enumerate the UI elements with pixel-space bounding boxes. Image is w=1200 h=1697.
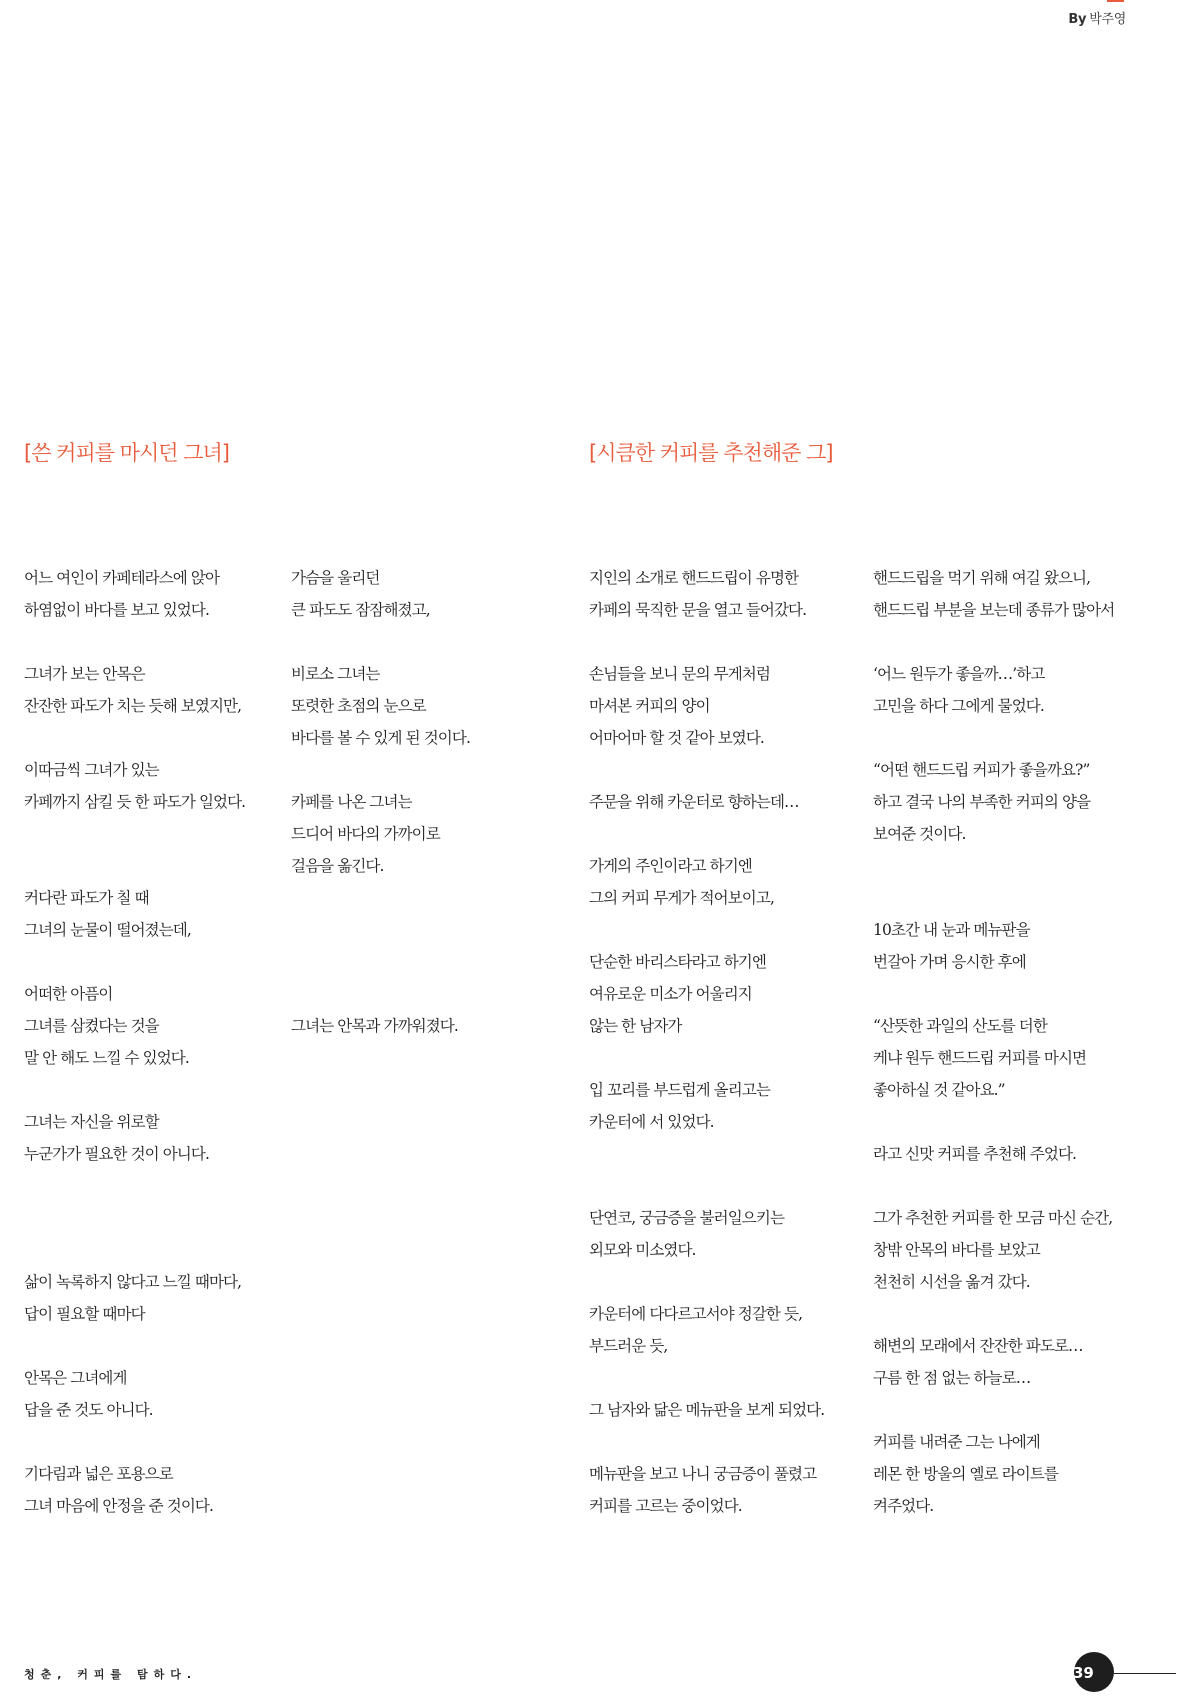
text-line bbox=[291, 946, 561, 978]
text-line: 좋아하실 것 같아요.” bbox=[873, 1081, 1005, 1099]
text-line: 그녀 마음에 안정을 준 것이다. bbox=[24, 1497, 214, 1515]
text-line: 하염없이 바다를 보고 있었다. bbox=[24, 601, 209, 619]
text-line bbox=[24, 1234, 294, 1266]
text-line: 말 안 해도 느낄 수 있었다. bbox=[24, 1049, 189, 1067]
text-line: 않는 한 남자가 bbox=[589, 1017, 682, 1035]
text-line: 어느 여인이 카페테라스에 앉아 bbox=[24, 569, 220, 587]
paragraph bbox=[873, 658, 1143, 722]
text-line: 핸드드립 부분을 보는데 종류가 많아서 bbox=[873, 601, 1115, 619]
text-line bbox=[589, 1170, 859, 1202]
text-line: 그녀의 눈물이 떨어졌는데, bbox=[24, 921, 191, 939]
text-line: 해변의 모래에서 잔잔한 파도로… bbox=[873, 1337, 1083, 1355]
text-line: 단순한 바리스타라고 하기엔 bbox=[589, 953, 766, 971]
text-line: 메뉴판을 보고 나니 궁금증이 풀렸고 bbox=[589, 1465, 817, 1483]
paragraph bbox=[589, 1170, 859, 1266]
text-line: “산뜻한 과일의 산도를 더한 bbox=[873, 1017, 1047, 1035]
paragraph bbox=[589, 786, 859, 818]
paragraph bbox=[291, 786, 561, 882]
text-line: 누군가가 필요한 것이 아니다. bbox=[24, 1145, 209, 1163]
paragraph bbox=[589, 658, 859, 754]
text-line: ‘어느 원두가 좋을까…’하고 bbox=[873, 665, 1045, 683]
text-line: 어떠한 아픔이 bbox=[24, 985, 113, 1003]
text-line: 입 꼬리를 부드럽게 올리고는 bbox=[589, 1081, 770, 1099]
text-line: 손님들을 보니 문의 무게처럼 bbox=[589, 665, 770, 683]
paragraph bbox=[873, 1426, 1143, 1522]
text-line: 카운터에 다다르고서야 정갈한 듯, bbox=[589, 1305, 803, 1323]
text-line: 여유로운 미소가 어울리지 bbox=[589, 985, 752, 1003]
byline bbox=[1068, 8, 1126, 27]
paragraph bbox=[873, 1010, 1143, 1106]
text-line: 번갈아 가며 응시한 후에 bbox=[873, 953, 1026, 971]
text-line: 그녀를 삼켰다는 것을 bbox=[24, 1017, 159, 1035]
text-line: 삶이 녹록하지 않다고 느낄 때마다, bbox=[24, 1273, 242, 1291]
text-line bbox=[291, 978, 561, 1010]
text-line: 카페를 나온 그녀는 bbox=[291, 793, 412, 811]
paragraph bbox=[873, 1138, 1143, 1170]
text-line: 지인의 소개로 핸드드립이 유명한 bbox=[589, 569, 799, 587]
text-line: 이따금씩 그녀가 있는 bbox=[24, 761, 159, 779]
text-line: 창밖 안목의 바다를 보았고 bbox=[873, 1241, 1040, 1259]
text-line bbox=[24, 1202, 294, 1234]
byline-by: By bbox=[1068, 12, 1087, 27]
text-line: 천천히 시선을 옮겨 갔다. bbox=[873, 1273, 1030, 1291]
text-line: 잔잔한 파도가 치는 듯해 보였지만, bbox=[24, 697, 242, 715]
paragraph bbox=[24, 754, 294, 818]
text-line: 레몬 한 방울의 옐로 라이트를 bbox=[873, 1465, 1058, 1483]
text-line: 그가 추천한 커피를 한 모금 마신 순간, bbox=[873, 1209, 1113, 1227]
paragraph bbox=[589, 850, 859, 914]
text-line: “어떤 핸드드립 커피가 좋을까요?” bbox=[873, 761, 1090, 779]
byline-accent-mark bbox=[1107, 0, 1124, 2]
text-line: 외모와 미소였다. bbox=[589, 1241, 696, 1259]
text-line: 고민을 하다 그에게 물었다. bbox=[873, 697, 1044, 715]
paragraph bbox=[873, 562, 1143, 626]
text-line: 가슴을 울리던 bbox=[291, 569, 380, 587]
text-line bbox=[24, 850, 294, 882]
text-line: 걸음을 옮긴다. bbox=[291, 857, 384, 875]
text-line: 켜주었다. bbox=[873, 1497, 934, 1515]
text-line: 보여준 것이다. bbox=[873, 825, 966, 843]
text-line bbox=[873, 882, 1143, 914]
text-line: 드디어 바다의 가까이로 bbox=[291, 825, 440, 843]
text-line bbox=[291, 914, 561, 946]
paragraph bbox=[24, 1202, 294, 1330]
magazine-title: 청춘, 커피를 탐하다. bbox=[24, 1668, 198, 1681]
text-line: 10초간 내 눈과 메뉴판을 bbox=[873, 921, 1030, 939]
section-heading-sour-coffee: [시큼한 커피를 추천해준 그] bbox=[589, 441, 833, 465]
text-line: 또렷한 초점의 눈으로 bbox=[291, 697, 426, 715]
section-heading-bitter-coffee: [쓴 커피를 마시던 그녀] bbox=[24, 441, 229, 465]
text-line: 비로소 그녀는 bbox=[291, 665, 380, 683]
text-line: 부드러운 듯, bbox=[589, 1337, 668, 1355]
paragraph bbox=[24, 978, 294, 1074]
text-line: 커피를 고르는 중이었다. bbox=[589, 1497, 742, 1515]
paragraph bbox=[24, 1458, 294, 1522]
paragraph bbox=[873, 1330, 1143, 1394]
text-line: 구름 한 점 없는 하늘로… bbox=[873, 1369, 1031, 1387]
text-line: 가게의 주인이라고 하기엔 bbox=[589, 857, 752, 875]
text-line: 라고 신맛 커피를 추천해 주었다. bbox=[873, 1145, 1077, 1163]
text-line: 큰 파도도 잠잠해졌고, bbox=[291, 601, 430, 619]
text-line: 마셔본 커피의 양이 bbox=[589, 697, 710, 715]
text-line: 답을 준 것도 아니다. bbox=[24, 1401, 153, 1419]
text-line: 그 남자와 닮은 메뉴판을 보게 되었다. bbox=[589, 1401, 825, 1419]
text-line: 카페의 묵직한 문을 열고 들어갔다. bbox=[589, 601, 807, 619]
text-line: 그녀는 안목과 가까워졌다. bbox=[291, 1017, 458, 1035]
paragraph bbox=[24, 850, 294, 946]
column bbox=[291, 562, 561, 1074]
text-line: 하고 결국 나의 부족한 커피의 양을 bbox=[873, 793, 1091, 811]
text-line: 카페까지 삼킬 듯 한 파도가 일었다. bbox=[24, 793, 246, 811]
text-line: 커피를 내려준 그는 나에게 bbox=[873, 1433, 1040, 1451]
column bbox=[24, 562, 294, 1554]
paragraph bbox=[873, 882, 1143, 978]
paragraph bbox=[589, 1074, 859, 1138]
text-line: 답이 필요할 때마다 bbox=[24, 1305, 145, 1323]
paragraph bbox=[589, 1298, 859, 1362]
text-line: 케냐 원두 핸드드립 커피를 마시면 bbox=[873, 1049, 1087, 1067]
text-line: 카운터에 서 있었다. bbox=[589, 1113, 714, 1131]
text-line: 그의 커피 무게가 적어보이고, bbox=[589, 889, 774, 907]
column bbox=[873, 562, 1143, 1554]
paragraph bbox=[589, 1458, 859, 1522]
page-rule bbox=[1114, 1673, 1176, 1674]
text-line: 핸드드립을 먹기 위해 여길 왔으니, bbox=[873, 569, 1091, 587]
paragraph bbox=[24, 658, 294, 722]
text-line: 바다를 볼 수 있게 된 것이다. bbox=[291, 729, 470, 747]
paragraph bbox=[589, 562, 859, 626]
paragraph bbox=[873, 1202, 1143, 1298]
column bbox=[589, 562, 859, 1554]
text-line: 그녀는 자신을 위로할 bbox=[24, 1113, 159, 1131]
paragraph bbox=[24, 1362, 294, 1426]
paragraph bbox=[291, 658, 561, 754]
paragraph bbox=[291, 914, 561, 1042]
paragraph bbox=[589, 946, 859, 1042]
text-line: 커다란 파도가 칠 때 bbox=[24, 889, 149, 907]
text-line: 어마어마 할 것 같아 보였다. bbox=[589, 729, 764, 747]
text-line: 기다림과 넓은 포용으로 bbox=[24, 1465, 173, 1483]
paragraph bbox=[24, 562, 294, 626]
paragraph bbox=[589, 1394, 859, 1426]
paragraph bbox=[873, 754, 1143, 850]
paragraph bbox=[24, 1106, 294, 1170]
byline-author: 박주영 bbox=[1089, 12, 1126, 27]
paragraph bbox=[291, 562, 561, 626]
page-number: 39 bbox=[1073, 1664, 1094, 1682]
text-line: 단연코, 궁금증을 불러일으키는 bbox=[589, 1209, 785, 1227]
text-line: 그녀가 보는 안목은 bbox=[24, 665, 145, 683]
text-line: 주문을 위해 카운터로 향하는데… bbox=[589, 793, 799, 811]
text-line: 안목은 그녀에게 bbox=[24, 1369, 127, 1387]
